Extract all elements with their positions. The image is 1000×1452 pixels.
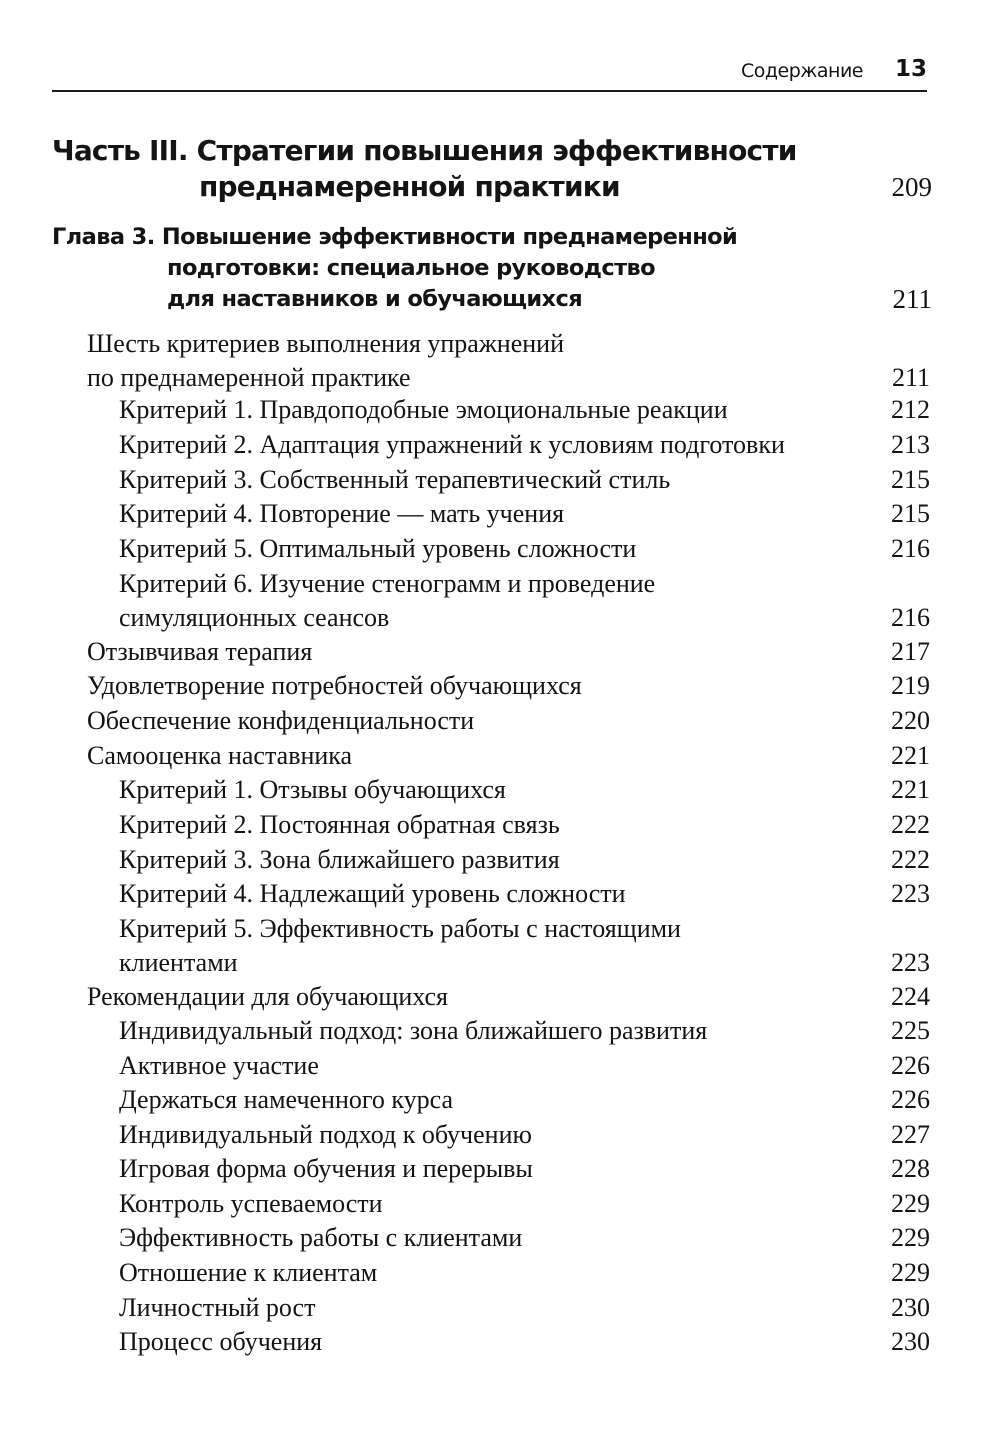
toc-entry-page: 226 xyxy=(891,1085,930,1114)
toc-entry-text: Отношение к клиентам xyxy=(119,1258,378,1287)
toc-entry-page: 221 xyxy=(891,775,930,804)
toc-entry xyxy=(0,669,1000,703)
toc-entry-page: 223 xyxy=(891,948,930,977)
toc-entry-text: Индивидуальный подход: зона ближайшего развития xyxy=(119,1016,708,1045)
toc-entry-page: 227 xyxy=(891,1120,930,1149)
toc-entry-line: симуляционных сеансов xyxy=(119,603,390,632)
toc-entry-page: 213 xyxy=(891,430,930,459)
toc-entry xyxy=(0,567,1000,635)
toc-entry-page: 215 xyxy=(891,465,930,494)
toc-entry-line: Критерий 5. Эффективность работы с настоящими xyxy=(119,914,681,943)
toc-entry-page: 212 xyxy=(891,395,930,424)
toc-entry-page: 211 xyxy=(891,363,930,392)
toc-entry-text: Критерий 4. Надлежащий уровень сложности xyxy=(119,879,626,908)
toc-entry-page: 219 xyxy=(891,671,930,700)
toc-entry xyxy=(0,1083,1000,1117)
toc-entry-text: Рекомендации для обучающихся xyxy=(87,982,449,1011)
toc-entry-page: 216 xyxy=(891,603,930,632)
toc-entry-page: 222 xyxy=(891,810,930,839)
part-heading-line-1: Часть III. Стратегии повышения эффективности xyxy=(52,134,797,167)
page-number: 13 xyxy=(894,56,927,82)
toc-entry-text: Удовлетворение потребностей обучающихся xyxy=(87,671,582,700)
toc-entry xyxy=(0,877,1000,911)
toc-entry-page: 229 xyxy=(891,1258,930,1287)
toc-entry-page: 217 xyxy=(891,637,930,666)
toc-entry-text xyxy=(87,327,564,395)
toc-entry-page: 223 xyxy=(891,879,930,908)
toc-entry-text: Критерий 5. Оптимальный уровень сложности xyxy=(119,534,637,563)
toc-entry xyxy=(0,635,1000,669)
toc-entry-page: 216 xyxy=(891,534,930,563)
toc-entry-page: 221 xyxy=(891,741,930,770)
toc-entry xyxy=(0,704,1000,738)
toc-entry xyxy=(0,1152,1000,1186)
toc-entry-page: 220 xyxy=(891,706,930,735)
toc-entry-page: 230 xyxy=(891,1327,930,1356)
toc-entry xyxy=(0,739,1000,773)
toc-entry-line: Шесть критериев выполнения упражнений xyxy=(87,329,565,358)
toc-entry-text: Контроль успеваемости xyxy=(119,1189,383,1218)
toc-entry-page: 229 xyxy=(891,1189,930,1218)
toc-entry-line: Критерий 6. Изучение стенограмм и проведение xyxy=(119,569,656,598)
toc-entry-text: Самооценка наставника xyxy=(87,741,353,770)
toc-entry-text: Критерий 1. Правдоподобные эмоциональные реакции xyxy=(119,395,728,424)
chapter-heading-line-1: Глава 3. Повышение эффективности преднамеренной xyxy=(52,224,738,250)
toc-entry-page: 224 xyxy=(891,982,930,1011)
toc-entry-page: 225 xyxy=(891,1016,930,1045)
toc-entry-text: Личностный рост xyxy=(119,1293,316,1322)
toc-entry-text: Критерий 1. Отзывы обучающихся xyxy=(119,775,506,804)
toc-entry-line: по преднамеренной практике xyxy=(87,363,411,392)
toc-entry-text: Активное участие xyxy=(119,1051,319,1080)
toc-entry-page: 230 xyxy=(891,1293,930,1322)
toc-entry xyxy=(0,1014,1000,1048)
toc-entry-text: Эффективность работы с клиентами xyxy=(119,1223,523,1252)
toc-entry xyxy=(0,808,1000,842)
toc-entry xyxy=(0,1291,1000,1325)
toc-entry-text: Индивидуальный подход к обучению xyxy=(119,1120,532,1149)
chapter-heading-line-3: для наставников и обучающихся xyxy=(167,286,583,312)
toc-entry xyxy=(0,327,1000,395)
toc-entry-text: Критерий 3. Зона ближайшего развития xyxy=(119,845,560,874)
toc-entry-line: клиентами xyxy=(119,948,238,977)
toc-entry-page: 228 xyxy=(891,1154,930,1183)
toc-entry-page: 215 xyxy=(891,499,930,528)
toc-entry-page: 229 xyxy=(891,1223,930,1252)
toc-entry xyxy=(0,843,1000,877)
toc-entry-text: Критерий 4. Повторение — мать учения xyxy=(119,499,565,528)
toc-entry-text: Критерий 2. Адаптация упражнений к условиям подготовки xyxy=(119,430,785,459)
toc-entry xyxy=(0,980,1000,1014)
toc-entry xyxy=(0,1221,1000,1255)
toc-entry-text xyxy=(119,912,681,980)
toc-entry xyxy=(0,773,1000,807)
toc-entry-page: 222 xyxy=(891,845,930,874)
toc-entry xyxy=(0,912,1000,980)
toc-entry xyxy=(0,1187,1000,1221)
toc-entry xyxy=(0,1049,1000,1083)
toc-entry-text: Обеспечение конфиденциальности xyxy=(87,706,475,735)
toc-entry xyxy=(0,497,1000,531)
toc-entry-text: Держаться намеченного курса xyxy=(119,1085,454,1114)
toc-entry-text: Отзывчивая терапия xyxy=(87,637,313,666)
chapter-heading-line-2: подготовки: специальное руководство xyxy=(167,255,656,281)
toc-entry xyxy=(0,1118,1000,1152)
toc-entry-text: Критерий 3. Собственный терапевтический стиль xyxy=(119,465,671,494)
part-heading-line-2: преднамеренной практики xyxy=(199,170,620,203)
part-page-number: 209 xyxy=(891,172,932,202)
toc-entry-text xyxy=(119,567,655,635)
toc-entry xyxy=(0,463,1000,497)
toc-entry xyxy=(0,1325,1000,1359)
running-head-title: Содержание xyxy=(741,60,863,82)
toc-entry xyxy=(0,1256,1000,1290)
toc-entry-text: Игровая форма обучения и перерывы xyxy=(119,1154,533,1183)
toc-entry xyxy=(0,428,1000,462)
toc-entry xyxy=(0,393,1000,427)
toc-entry-text: Процесс обучения xyxy=(119,1327,323,1356)
toc-entry-text: Критерий 2. Постоянная обратная связь xyxy=(119,810,560,839)
toc-entry xyxy=(0,532,1000,566)
chapter-page-number: 211 xyxy=(892,284,932,314)
toc-entry-page: 226 xyxy=(891,1051,930,1080)
